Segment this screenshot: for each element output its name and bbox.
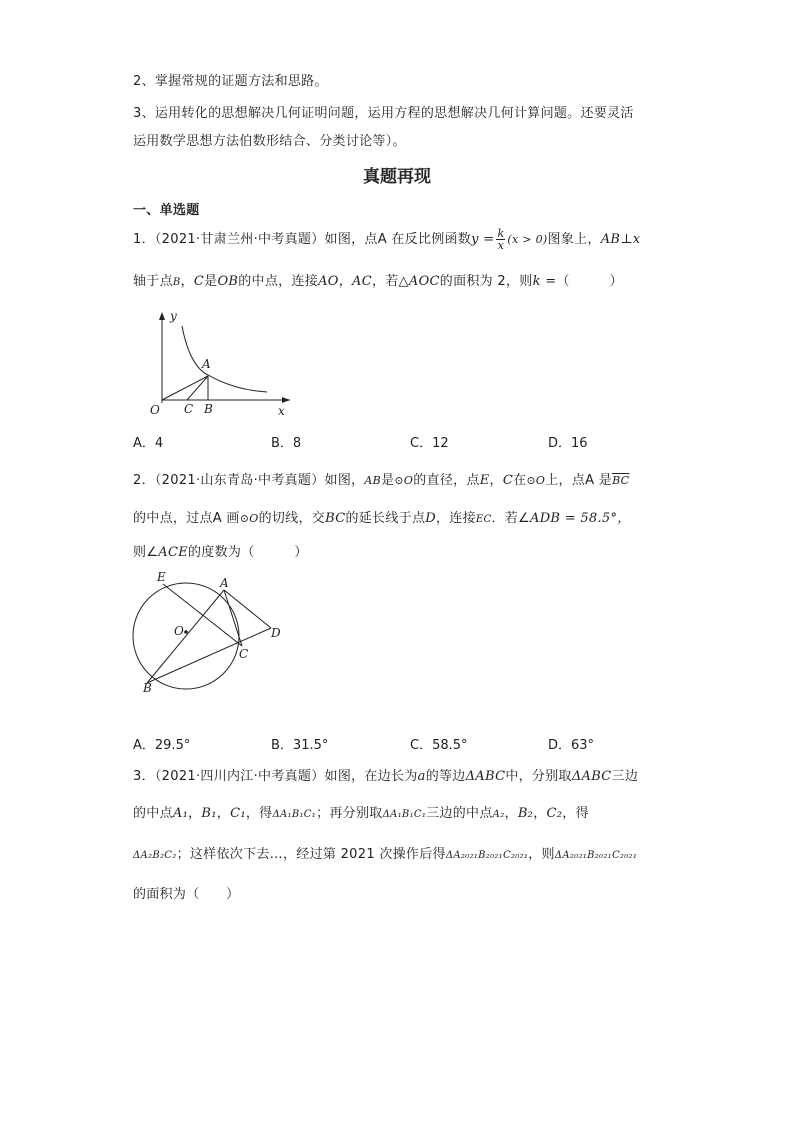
q3-text: 三边 <box>611 769 639 784</box>
label-o: O <box>174 624 184 638</box>
q3-var: ΔA₂₀₂₁B₂₀₂₁C₂₀₂₁ <box>554 850 638 861</box>
segment-bd <box>147 628 271 683</box>
q3-text: ；再分别取 <box>316 806 383 821</box>
q2-text: 的直径，点 <box>413 473 480 488</box>
q1-text: 是 <box>204 274 218 289</box>
q1-text: 的面积为 2，则 <box>439 274 533 289</box>
q3-line-1 <box>133 765 638 784</box>
q1-var: k = <box>532 274 557 289</box>
q2-var: C <box>502 473 514 488</box>
label-o: O <box>150 403 160 417</box>
q3-line-3 <box>133 843 637 862</box>
q2-text: 的中点，过点A 画 <box>133 511 240 526</box>
q2-line-1 <box>133 469 629 488</box>
q3-text: 的中点 <box>133 806 173 821</box>
q3-var: A₂ <box>492 809 505 820</box>
q2-text: 上，点A 是 <box>545 473 613 488</box>
q1-func: y = <box>471 232 495 247</box>
q1-mid: 图象上， <box>547 232 601 247</box>
q2-figure <box>128 570 288 695</box>
q3-text: ，得 <box>245 806 273 821</box>
hyperbola-curve <box>182 326 267 392</box>
q2-line-2 <box>133 507 631 526</box>
q1-ab-perp: AB⊥x <box>600 232 641 247</box>
q1-line-1 <box>133 228 640 251</box>
q3-text: 中，分别取 <box>505 769 572 784</box>
q2-text: 是 <box>381 473 395 488</box>
label-d: D <box>271 626 281 640</box>
q3-text: ， <box>188 806 202 821</box>
q3-var: C₁ <box>230 806 246 821</box>
q1-line-2 <box>133 270 623 289</box>
segment-ac <box>224 590 242 646</box>
label-b: B <box>143 681 152 695</box>
q2-text: ．若∠ <box>491 511 531 526</box>
q2-var: EC <box>475 514 492 525</box>
section-heading: 一、单选题 <box>133 203 200 218</box>
q1-text: ，若△ <box>371 274 409 289</box>
q3-var: A₁ <box>172 806 189 821</box>
q3-text: 三边的中点 <box>426 806 493 821</box>
x-axis-arrow <box>282 397 290 403</box>
q3-text: ， <box>504 806 518 821</box>
q2-arc-bc: $\overline{BC}$ <box>612 474 630 487</box>
q1-text: ， <box>180 274 194 289</box>
q1-option-b[interactable]: B．8 <box>271 436 302 451</box>
q3-text: ， <box>216 806 231 821</box>
q3-text: ， <box>533 806 547 821</box>
q2-line-3 <box>133 541 308 560</box>
label-c: C <box>184 402 194 416</box>
q3-var: C₂ <box>546 806 563 821</box>
q2-var: ACE <box>158 545 188 560</box>
q3-var: ΔA₂₀₂₁B₂₀₂₁C₂₀₂₁ <box>445 850 529 861</box>
q3-line-2 <box>133 802 589 821</box>
intro-line-2: 2、掌握常规的证题方法和思路。 <box>133 74 328 89</box>
q1-condition: (x > 0) <box>507 233 548 246</box>
q1-option-d[interactable]: D．16 <box>548 436 588 451</box>
q3-line-4: 的面积为（ ） <box>133 887 240 902</box>
center-dot <box>184 630 188 634</box>
q2-var: ⊙O <box>239 512 259 525</box>
q3-var: ΔA₁B₁C₁ <box>272 809 317 820</box>
q2-text: 的度数为（ ） <box>188 545 308 560</box>
q2-text: ， <box>489 473 503 488</box>
q2-var: BC <box>325 511 346 526</box>
label-a: A <box>202 357 211 371</box>
q2-var: ADB <box>530 511 561 526</box>
label-a: A <box>220 576 229 590</box>
q3-text: 的等边 <box>425 769 466 784</box>
q2-option-c[interactable]: C．58.5° <box>410 738 468 753</box>
y-axis-arrow <box>159 312 165 320</box>
q3-var: B₁ <box>201 806 217 821</box>
q2-option-b[interactable]: B．31.5° <box>271 738 329 753</box>
q1-text: （ ） <box>556 274 623 289</box>
label-c: C <box>239 647 249 661</box>
q2-var: AB <box>364 474 382 487</box>
q1-fraction <box>496 228 505 251</box>
q2-text: ，连接 <box>435 511 476 526</box>
q2-text: 的切线，交 <box>258 511 326 526</box>
q1-prefix: 1．（2021·甘肃兰州·中考真题）如图，点A 在反比例函数 <box>133 232 472 247</box>
q2-text: 2．（2021·山东青岛·中考真题）如图， <box>133 473 365 488</box>
q2-option-a[interactable]: A．29.5° <box>133 738 191 753</box>
q3-text: 3．（2021·四川内江·中考真题）如图，在边长为 <box>133 769 418 784</box>
intro-line-3: 3、运用转化的思想解决几何证明问题，运用方程的思想解决几何计算问题。还要灵活 <box>133 106 634 121</box>
q1-var: AO <box>318 274 339 289</box>
q1-text: 轴于点 <box>133 274 173 289</box>
q1-figure <box>130 308 300 420</box>
q1-var: AC <box>352 274 372 289</box>
q1-var: AOC <box>408 274 440 289</box>
q2-var: E <box>479 473 490 488</box>
label-x: x <box>278 404 285 418</box>
segment-ac <box>187 376 208 400</box>
q1-text: ， <box>338 274 353 289</box>
label-y: y <box>170 309 177 323</box>
q3-var: B₂ <box>517 806 534 821</box>
q2-text: 则∠ <box>133 545 159 560</box>
section-title: 真题再现 <box>363 167 431 187</box>
q3-text: ，得 <box>562 806 589 821</box>
q1-var: C <box>193 274 205 289</box>
label-b: B <box>204 402 213 416</box>
q1-option-a[interactable]: A．4 <box>133 436 164 451</box>
intro-line-3-cont: 运用数学思想方法伯数形结合、分类讨论等）。 <box>133 134 406 149</box>
q1-frac-den: x <box>497 239 505 252</box>
q3-var: ΔABC <box>571 769 612 784</box>
segment-ab <box>147 590 224 683</box>
q1-frac-num: k <box>497 227 505 240</box>
q1-var: B <box>172 277 181 288</box>
label-e: E <box>157 570 166 584</box>
q3-var: ΔA₁B₁C₁ <box>382 809 427 820</box>
q1-option-c[interactable]: C．12 <box>410 436 449 451</box>
q3-text: ，则 <box>528 847 555 862</box>
q1-text: 的中点，连接 <box>238 274 319 289</box>
q2-option-d[interactable]: D．63° <box>548 738 595 753</box>
q2-text: = 58.5°， <box>560 511 631 526</box>
q2-var: D <box>425 511 436 526</box>
q2-text: 的延长线于点 <box>345 511 426 526</box>
segment-ao <box>162 376 208 400</box>
q3-var: ΔA₂B₂C₂ <box>133 850 177 861</box>
q2-var: ⊙O <box>394 474 414 487</box>
q3-var: a <box>417 769 426 784</box>
q1-var: OB <box>217 274 239 289</box>
q2-text: 在 <box>513 473 527 488</box>
q3-var: ΔABC <box>465 769 506 784</box>
q2-var: ⊙O <box>526 474 546 487</box>
q3-text: ；这样依次下去…，经过第 2021 次操作后得 <box>176 847 446 862</box>
